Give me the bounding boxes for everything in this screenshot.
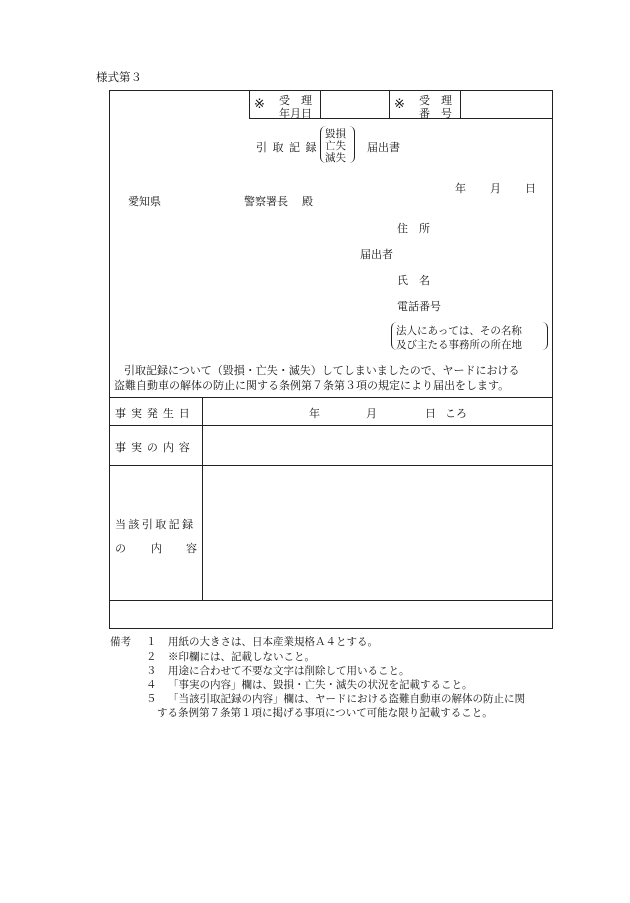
notes-heading: 備考 (110, 636, 131, 648)
addressee-chief: 警察署長 (244, 195, 288, 208)
received-no-label-1: 受 理 (419, 94, 452, 107)
record-content-label-2a: の (115, 542, 126, 555)
applicant-label: 届出者 (360, 248, 393, 261)
title-option-2: 亡失 (325, 140, 346, 152)
form-number: 様式第３ (96, 70, 142, 84)
corp-note-line-2: 及び主たる事務所の所在地 (396, 339, 522, 351)
addressee-prefecture: 愛知県 (128, 195, 161, 208)
applicant-address-label: 住 所 (397, 222, 430, 235)
record-content-label-1: 当該引取記録 (115, 518, 196, 531)
note-4-num: ４ (146, 679, 157, 691)
applicant-phone-label: 電話番号 (397, 300, 441, 313)
addressee-honorific: 殿 (302, 195, 313, 208)
occurrence-approx: ころ (445, 407, 467, 420)
note-5-continuation: する条例第７条第１項に掲げる事項について可能な限り記載すること。 (157, 707, 493, 719)
note-2-text: ※印欄には、記載しないこと。 (168, 651, 315, 663)
received-date-mark: ※ (254, 97, 265, 112)
received-date-field[interactable] (321, 91, 388, 117)
occurrence-date-field[interactable] (204, 399, 551, 424)
received-date-label-2: 年月日 (279, 107, 312, 120)
received-no-mark: ※ (394, 97, 405, 112)
note-2-num: ２ (146, 651, 157, 663)
record-content-label-2c: 容 (186, 542, 197, 555)
note-3-text: 用途に合わせて不要な文字は削除して用いること。 (168, 665, 410, 677)
received-no-field[interactable] (461, 91, 551, 117)
note-4-text: 「事実の内容」欄は、毀損・亡失・滅失の状況を記載すること。 (168, 679, 473, 691)
occurrence-month: 月 (366, 407, 377, 420)
fact-content-field[interactable] (204, 427, 551, 464)
title-prefix: 引取記録 (256, 141, 322, 154)
corp-note-line-1: 法人にあっては、その名称 (396, 325, 522, 337)
statement-line-2: 盗難自動車の解体の防止に関する条例第７条第３項の規定により届出をします。 (114, 379, 510, 392)
occurrence-year: 年 (309, 407, 320, 420)
date-day: 日 (525, 182, 536, 195)
occurrence-date-label: 事実発生日 (115, 407, 195, 420)
note-3-num: ３ (146, 665, 157, 677)
title-option-1: 毀損 (325, 128, 346, 140)
received-no-label-2: 番 号 (419, 107, 452, 120)
applicant-name-label: 氏 名 (397, 274, 430, 287)
title-suffix: 届出書 (367, 141, 400, 154)
statement-line-1: 引取記録について（毀損・亡失・滅失）してしまいましたので、ヤードにおける (124, 364, 520, 377)
note-5-text: 「当該引取記録の内容」欄は、ヤードにおける盗難自動車の解体の防止に関 (168, 693, 525, 705)
date-year: 年 (455, 182, 466, 195)
fact-content-label: 事実の内容 (115, 441, 195, 454)
record-content-label-2b: 内 (151, 542, 162, 555)
received-date-label-1: 受 理 (279, 94, 312, 107)
date-month: 月 (490, 182, 501, 195)
occurrence-day: 日 (425, 407, 436, 420)
title-option-3: 滅失 (325, 152, 346, 164)
note-5-num: ５ (146, 693, 157, 705)
record-content-field[interactable] (204, 467, 551, 599)
note-1-text: 用紙の大きさは、日本産業規格Ａ４とする。 (168, 636, 378, 648)
note-1-num: １ (146, 636, 157, 648)
